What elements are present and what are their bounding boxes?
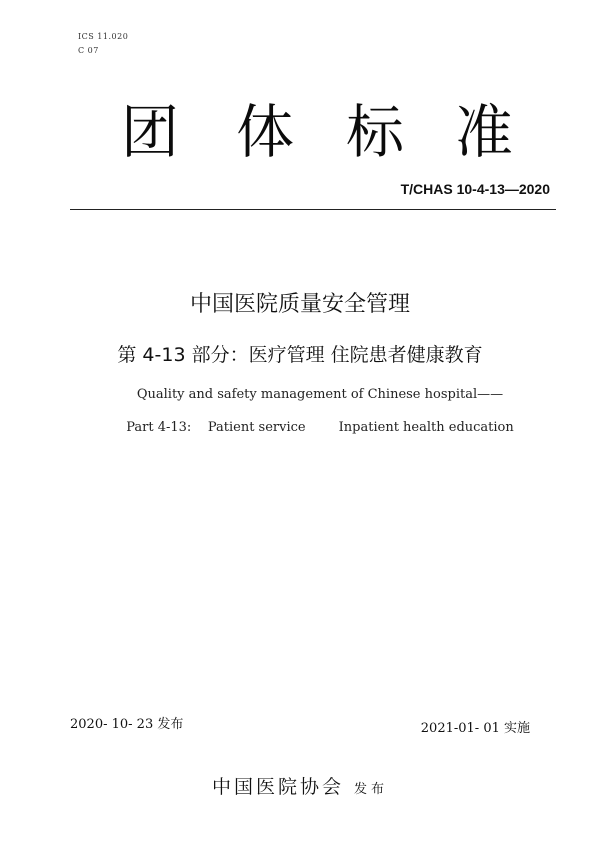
- ics-code: ICS 11.020: [78, 32, 129, 41]
- ccs-code: C 07: [78, 46, 99, 55]
- standard-type-char-1: 团: [121, 98, 180, 166]
- title-chinese: 中国医院质量安全管理: [189, 292, 410, 317]
- standard-type-char-4: 准: [455, 98, 514, 166]
- publish-date: 2020- 10- 23 发布: [70, 717, 184, 732]
- implement-date: 2021-01- 01 实施: [420, 721, 530, 736]
- standard-type-char-3: 标: [346, 98, 405, 166]
- publisher-line: [0, 772, 600, 799]
- subtitle-english: Part 4-13: Patient service Inpatient health education: [126, 420, 514, 435]
- standard-number: T/CHAS 10-4-13—2020: [400, 181, 550, 197]
- subtitle-chinese: 第 4-13 部分：医疗管理 住院患者健康教育: [117, 344, 483, 366]
- publisher-name: 中国医院协会: [211, 776, 344, 798]
- publish-label: 发布: [354, 782, 389, 797]
- title-english: Quality and safety management of Chinese hospital——: [136, 387, 504, 402]
- standard-type-char-2: 体: [236, 98, 295, 166]
- header-divider: [70, 209, 556, 210]
